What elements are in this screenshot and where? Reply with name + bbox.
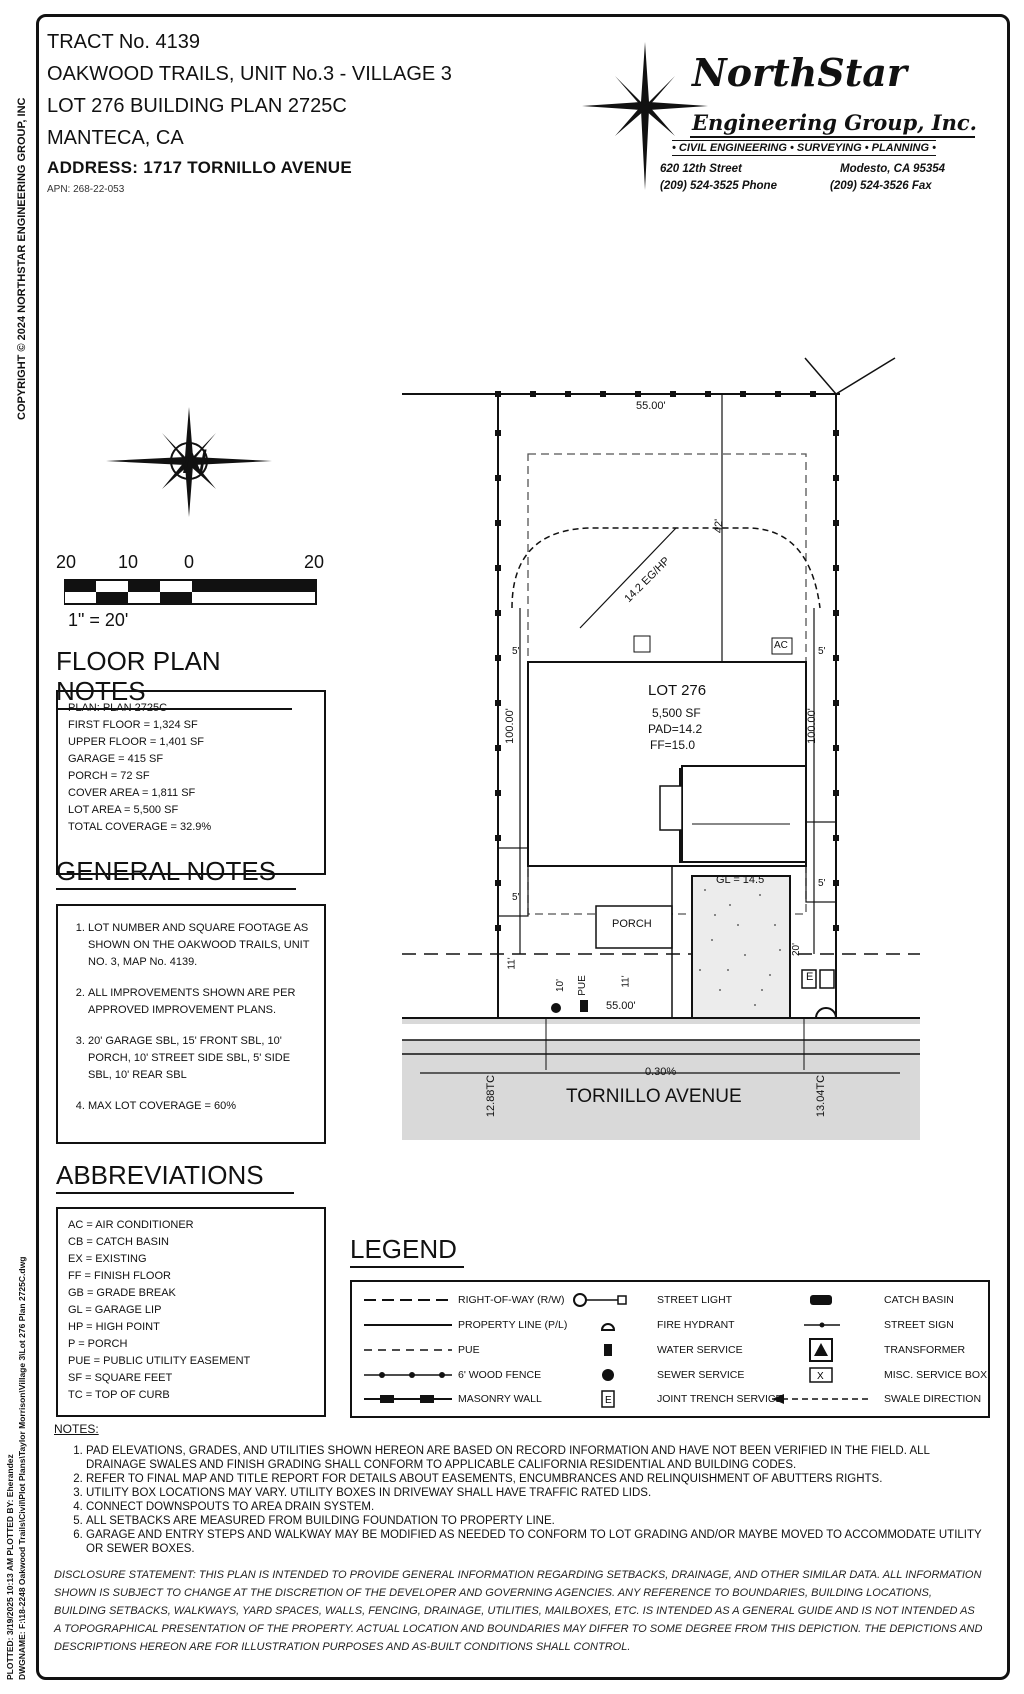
legend-label-misc: MISC. SERVICE BOX: [884, 1369, 988, 1381]
apn-number: APN: 268-22-053: [47, 184, 125, 195]
scale-tick-label: 20: [56, 552, 77, 572]
notes-section: [54, 1422, 984, 1656]
note-item: 2. REFER TO FINAL MAP AND TITLE REPORT FOR DETAILS ABOUT EASEMENTS, ENCUMBRANCES AND RELINQUISHMENT OF ABUTTERS RIGHTS.: [86, 1472, 984, 1486]
legend-label-light: STREET LIGHT: [657, 1294, 733, 1306]
right-depth: 100.00': [805, 708, 818, 744]
floor-note: TOTAL COVERAGE = 32.9%: [68, 821, 212, 833]
abbreviation: HP = HIGH POINT: [68, 1321, 160, 1333]
joint-trench-box: E: [806, 971, 814, 983]
note-item: 6. GARAGE AND ENTRY STEPS AND WALKWAY MAY BE MODIFIED AS NEEDED TO CONFORM TO LOT GRADING AND/OR MAYBE MOVED TO ACCOMMODATE UTILITY OR SEWER BOXES.: [86, 1528, 984, 1556]
side-setback: 5': [512, 646, 520, 657]
tract-number: TRACT No. 4139: [47, 31, 201, 53]
logo-services: • CIVIL ENGINEERING • SURVEYING • PLANNING •: [672, 142, 936, 154]
subdivision-name: OAKWOOD TRAILS, UNIT No.3 - VILLAGE 3: [47, 63, 452, 85]
floor-note: PLAN: PLAN 2725C: [68, 702, 168, 714]
legend-label-sewer: SEWER SERVICE: [657, 1369, 745, 1381]
abbreviations-box: [56, 1207, 326, 1417]
legend-label-swale: SWALE DIRECTION: [884, 1393, 982, 1405]
legend-label-cb: CATCH BASIN: [884, 1294, 954, 1306]
floor-note: PORCH = 72 SF: [68, 770, 150, 782]
legend-label-jt: JOINT TRENCH SERVICE: [657, 1393, 783, 1405]
top-width: 55.00': [636, 400, 666, 412]
scale-tick-label: 10: [118, 552, 139, 572]
svg-text:N: N: [182, 443, 207, 481]
porch-label: PORCH: [612, 918, 652, 930]
abbreviation: P = PORCH: [68, 1338, 128, 1350]
porch-setback-dim: 11': [620, 975, 632, 988]
street-slope: 0.30%: [645, 1066, 677, 1078]
fire-hydrant-icon: [816, 1008, 836, 1018]
svg-text:E: E: [605, 1395, 612, 1406]
floor-note: COVER AREA = 1,811 SF: [68, 787, 196, 799]
general-note: 2. ALL IMPROVEMENTS SHOWN ARE PER APPROVED IMPROVEMENT PLANS.: [88, 985, 314, 1019]
logo-phone: (209) 524-3525 Phone: [660, 180, 777, 192]
logo-street: 620 12th Street: [660, 163, 742, 175]
legend-box: [350, 1280, 990, 1418]
copyright-text: COPYRIGHT © 2024 NORTHSTAR ENGINEERING GROUP, INC: [16, 97, 28, 420]
legend-label-water: WATER SERVICE: [657, 1344, 743, 1356]
company-logo: [580, 40, 980, 200]
scale-bar-graphic: [64, 576, 334, 608]
scale-label: 1" = 20': [68, 610, 129, 630]
disclosure-statement: DISCLOSURE STATEMENT: THIS PLAN IS INTENDED TO PROVIDE GENERAL INFORMATION REGARDING SETBACKS, DRAINAGE, AND OTHER SIMILAR DATA. ALL INFORMATION SHOWN IS SUBJECT TO CHANGE AT THE DISCRETION OF THE DEVELOPER AND GOVERNING AGENCIES. ANY REFERENCE TO BOUNDARIES, BUILDING LOCATIONS, BUILDING SETBACKS, WALKWAYS, YARD SPACES, WALLS, FENCING, DRAINAGE, UTILITIES, MAILBOXES, ETC. IS INTENDED AS A GENERAL GUIDE AND IS NOT INTENDED AS A TOPOGRAPHICAL PRESENTATION OF THE PROPERTY. ACTUAL LOCATION AND BOUNDARIES MAY DIFFER TO SOME DEGREE FROM THIS DEPICTION. THE DEPICTIONS AND DESCRIPTIONS HEREON ARE FOR ILLUSTRATION PURPOSES AND AS-BUILT CONDITIONS SHALL CONTROL.: [54, 1569, 983, 1653]
notes-title: NOTES:: [54, 1422, 99, 1436]
logo-company: Engineering Group, Inc.: [692, 110, 977, 135]
floor-note: FIRST FLOOR = 1,324 SF: [68, 719, 198, 731]
abbreviation: GL = GARAGE LIP: [68, 1304, 162, 1316]
lot-plan: LOT 276 BUILDING PLAN 2725C: [47, 95, 347, 117]
pue-label: PUE: [576, 975, 588, 996]
scale-tick-label: 0: [184, 552, 195, 572]
abbreviation: PUE = PUBLIC UTILITY EASEMENT: [68, 1355, 251, 1367]
city: MANTECA, CA: [47, 127, 184, 149]
general-notes-box: [56, 904, 326, 1144]
finish-floor: FF=15.0: [650, 738, 696, 752]
abbreviation: FF = FINISH FLOOR: [68, 1270, 171, 1282]
north-star-logo-icon: [580, 40, 710, 200]
scale-bar: [56, 552, 326, 630]
rear-setback: 42': [713, 518, 726, 534]
ac-label: AC: [774, 640, 788, 651]
floor-note: UPPER FLOOR = 1,401 SF: [68, 736, 205, 748]
right-curb-elev: 13.04TC: [815, 1074, 828, 1118]
abbreviation: AC = AIR CONDITIONER: [68, 1219, 194, 1231]
side-setback: 5': [818, 646, 826, 657]
scale-tick-label: 20: [304, 552, 325, 572]
dwgname-text: DWGNAME: F:\18-2248 Oakwood Trails\Civil\Plot Plans\Taylor Morrison\Village 3\Lot 276 Plan 2725C.dwg: [17, 1256, 27, 1680]
floor-plan-notes-title: FLOOR PLAN NOTES: [56, 646, 292, 710]
general-note: 3. 20' GARAGE SBL, 15' FRONT SBL, 10' PORCH, 10' STREET SIDE SBL, 5' SIDE SBL, 10' REAR SBL: [88, 1033, 314, 1084]
general-notes-title: GENERAL NOTES: [56, 856, 296, 890]
svg-text:X: X: [817, 1371, 824, 1382]
legend-label-hydrant: FIRE HYDRANT: [657, 1319, 735, 1331]
legend-label-fence: 6' WOOD FENCE: [458, 1369, 542, 1381]
general-note: 1. LOT NUMBER AND SQUARE FOOTAGE AS SHOWN ON THE OAKWOOD TRAILS, UNIT NO. 3, MAP No. 4139.: [88, 920, 314, 971]
abbreviation: CB = CATCH BASIN: [68, 1236, 169, 1248]
abbreviation: TC = TOP OF CURB: [68, 1389, 170, 1401]
note-item: 3. UTILITY BOX LOCATIONS MAY VARY. UTILITY BOXES IN DRIVEWAY SHALL HAVE TRAFFIC RATED LIDS.: [86, 1486, 984, 1500]
note-item: 4. CONNECT DOWNSPOUTS TO AREA DRAIN SYSTEM.: [86, 1500, 984, 1514]
lot-label: LOT 276: [648, 682, 707, 699]
title-block: [47, 26, 452, 195]
bottom-width: 55.00': [606, 1000, 636, 1012]
grade-label: 14.2 EG/HP: [622, 555, 673, 605]
pue-dim: 10': [555, 978, 567, 993]
side-setback: 5': [818, 878, 826, 889]
plotted-text: PLOTTED: 3/19/2025 10:13 AM PLOTTED BY: Eherandez: [5, 1454, 15, 1680]
note-item: 1. PAD ELEVATIONS, GRADES, AND UTILITIES SHOWN HEREON ARE BASED ON RECORD INFORMATION AND HAVE NOT BEEN VERIFIED IN THE FIELD. ALL DRAINAGE SWALES AND FINISH GRADING SHALL CONFORM TO APPLICABLE CALIFORNIA RESIDENTIAL AND BUILDING CODES.: [86, 1444, 984, 1472]
logo-name: NorthStar: [692, 50, 907, 95]
note-item: 5. ALL SETBACKS ARE MEASURED FROM BUILDING FOUNDATION TO PROPERTY LINE.: [86, 1514, 984, 1528]
floor-note: LOT AREA = 5,500 SF: [68, 804, 179, 816]
pad-elevation: PAD=14.2: [648, 722, 703, 736]
north-arrow-icon: [104, 405, 274, 525]
legend-label-transformer: TRANSFORMER: [884, 1344, 966, 1356]
garage-lip-label: GL = 14.5: [716, 874, 765, 886]
logo-city: Modesto, CA 95354: [840, 163, 946, 175]
left-depth: 100.00': [503, 708, 516, 744]
left-curb-elev: 12.88TC: [485, 1074, 498, 1118]
garage-setback-dim: 20': [791, 942, 803, 957]
general-note: 4. MAX LOT COVERAGE = 60%: [88, 1098, 314, 1115]
logo-fax: (209) 524-3526 Fax: [830, 180, 932, 192]
front-setback-dim: 11': [506, 957, 518, 970]
side-setback: 5': [512, 892, 520, 903]
abbreviation: SF = SQUARE FEET: [68, 1372, 173, 1384]
floor-plan-notes-box: [56, 690, 326, 875]
abbreviation: GB = GRADE BREAK: [68, 1287, 176, 1299]
street-name: TORNILLO AVENUE: [566, 1086, 742, 1107]
legend-title: LEGEND: [350, 1234, 464, 1268]
legend-label-sign: STREET SIGN: [884, 1319, 954, 1331]
driveway: [692, 876, 790, 1018]
floor-note: GARAGE = 415 SF: [68, 753, 164, 765]
legend-label-pl: PROPERTY LINE (P/L): [458, 1319, 568, 1331]
site-address: ADDRESS: 1717 TORNILLO AVENUE: [47, 158, 352, 177]
lot-area: 5,500 SF: [652, 706, 701, 720]
legend-label-pue: PUE: [458, 1344, 480, 1356]
legend-label-wall: MASONRY WALL: [458, 1393, 542, 1405]
abbreviations-title: ABBREVIATIONS: [56, 1160, 294, 1194]
abbreviation: EX = EXISTING: [68, 1253, 147, 1265]
legend-label-row: RIGHT-OF-WAY (R/W): [458, 1294, 565, 1306]
